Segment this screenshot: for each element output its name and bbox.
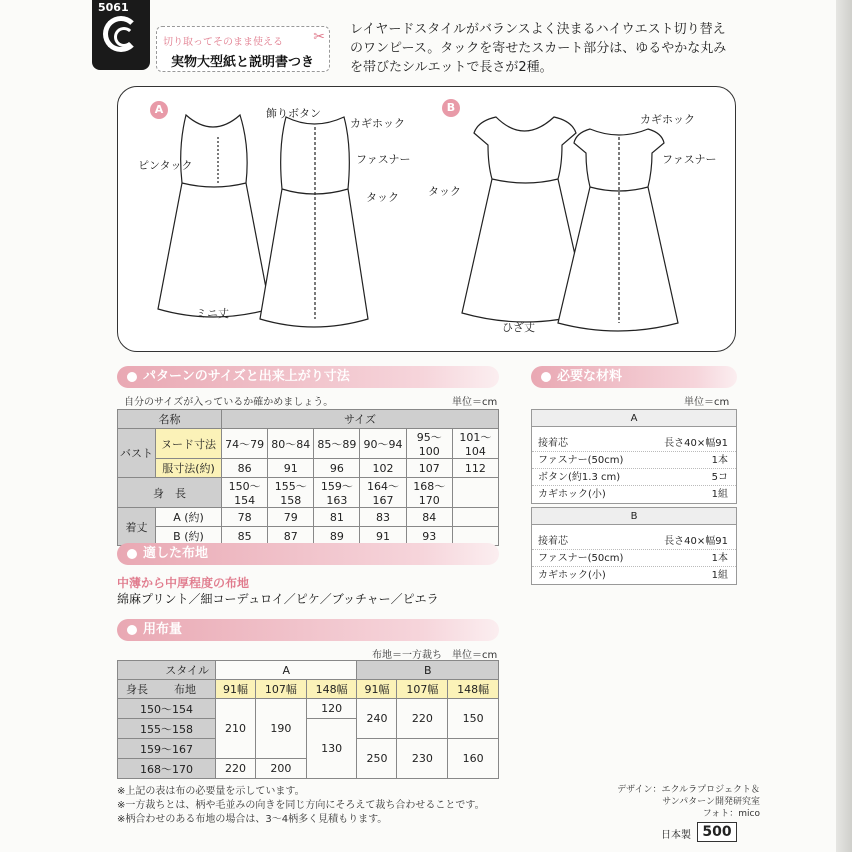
materials-title: 必要な材料: [531, 366, 737, 388]
material-item: カギホック(小) 1組: [538, 570, 728, 581]
yardage-height-label: 身長: [126, 683, 148, 696]
size-a-value: 83: [360, 508, 406, 527]
size-finished-value: 91: [268, 459, 314, 478]
yardage-width: 91幅: [357, 680, 397, 699]
cut-out-notice: [156, 26, 330, 72]
note-line: ※一方裁ちとは、柄や毛並みの向きを同じ方向にそろえて裁ち合わせることです。: [117, 800, 485, 811]
style-a-mark: A: [150, 101, 168, 119]
intro-text: レイヤードスタイルがバランスよく決まるハイウエスト切り替えのワンピース。タックを寄せたスカート部分は、ゆるやかな丸みを帯びたシルエットで長さが2種。: [350, 22, 727, 75]
cut-out-sub: 切り取ってそのまま使える: [163, 37, 283, 48]
yardage-a-header: A: [216, 661, 357, 680]
size-len-b-label: B (約): [156, 527, 222, 546]
size-length-label: 着丈: [118, 508, 156, 546]
made-in: 日本製: [661, 830, 691, 841]
size-nude-value: 90〜94: [360, 429, 406, 459]
materials-b-label: B: [532, 508, 736, 525]
yardage-height-row: 155〜158: [118, 719, 216, 739]
size-nude-value: 74〜79: [222, 429, 268, 459]
yardage-a91-top: 210: [216, 699, 256, 759]
yardage-a148-top: 120: [306, 699, 357, 719]
size-len-a-label: A (約): [156, 508, 222, 527]
yardage-width: 148幅: [306, 680, 357, 699]
dress-b-back: [558, 129, 678, 331]
size-finished-value: 96: [314, 459, 360, 478]
yardage-height-row: 168〜170: [118, 759, 216, 779]
label-knee-length: ひざ丈: [502, 321, 535, 334]
yardage-title: 用布量: [117, 619, 499, 641]
credit-line: サンパターン開発研究室: [662, 797, 760, 807]
label-a-hook: カギホック: [350, 117, 405, 130]
note-line: ※柄合わせのある布地の場合は、3〜4柄多く見積もります。: [117, 814, 388, 825]
size-height-value: 150〜154: [222, 478, 268, 508]
material-item: ファスナー(50cm) 1本: [532, 550, 736, 567]
material-item: カギホック(小) 1組: [538, 489, 728, 500]
size-a-value: 78: [222, 508, 268, 527]
yardage-a91-bottom: 220: [216, 759, 256, 779]
size-a-value: 79: [268, 508, 314, 527]
materials-a-label: A: [532, 410, 736, 427]
credit-line: フォト：mico: [702, 809, 760, 819]
yardage-width: 107幅: [397, 680, 448, 699]
size-height-value: 159〜163: [314, 478, 360, 508]
dress-a-front: [158, 115, 270, 317]
yardage-style-label: スタイル: [118, 661, 216, 680]
label-button: 飾りボタン: [266, 107, 321, 120]
garment-illustration: [117, 86, 736, 352]
yardage-width: 91幅: [216, 680, 256, 699]
yardage-b148-top: 150: [448, 699, 499, 739]
pattern-code: 5061: [98, 1, 129, 14]
yardage-width: 148幅: [448, 680, 499, 699]
materials-b-box: [531, 507, 737, 585]
cut-out-main: 実物大型紙と説明書つき: [171, 55, 315, 70]
style-b-mark: B: [442, 99, 460, 117]
size-header-name: 名称: [118, 410, 222, 429]
size-b-value: 87: [268, 527, 314, 546]
yardage-height-row: 150〜154: [118, 699, 216, 719]
size-a-value: 84: [406, 508, 452, 527]
material-item: 接着芯 長さ40×幅91: [532, 435, 736, 452]
label-b-zipper: ファスナー: [662, 153, 717, 166]
fabric-sub: 中薄から中厚程度の布地: [117, 576, 250, 590]
credits: [617, 784, 760, 820]
credit-line: デザイン：エクルラプロジェクト＆: [617, 785, 760, 795]
materials-unit: 単位＝cm: [684, 397, 730, 408]
size-height-value: 155〜158: [268, 478, 314, 508]
size-finished-label: 服寸法(約): [156, 459, 222, 478]
size-nude-value: 85〜89: [314, 429, 360, 459]
size-height-label: 身 長: [118, 478, 222, 508]
scissors-icon: ✂: [313, 29, 325, 45]
size-bust-label: バスト: [118, 429, 156, 478]
size-header-size: サイズ: [222, 410, 499, 429]
page-edge: [836, 0, 852, 852]
yardage-corner: [118, 680, 216, 699]
yardage-a107-top: 190: [255, 699, 306, 759]
yardage-width: 107幅: [255, 680, 306, 699]
brand-badge: [92, 0, 150, 70]
size-finished-value: 112: [452, 459, 498, 478]
note-line: ※上記の表は布の必要量を示しています。: [117, 786, 305, 797]
label-pintuck: ピンタック: [138, 159, 193, 172]
size-finished-value: 107: [406, 459, 452, 478]
fabric-title: 適した布地: [117, 543, 499, 565]
size-unit: 単位＝cm: [452, 397, 498, 408]
size-nude-value: 95〜100: [406, 429, 452, 459]
size-table: [117, 409, 499, 546]
size-finished-value: 102: [360, 459, 406, 478]
size-nude-label: ヌード寸法: [156, 429, 222, 459]
size-b-value: 89: [314, 527, 360, 546]
yardage-b107-bottom: 230: [397, 739, 448, 779]
size-nude-value: 80〜84: [268, 429, 314, 459]
size-section-title: パターンのサイズと出来上がり寸法: [117, 366, 499, 388]
size-note: 自分のサイズが入っているか確かめましょう。: [124, 397, 334, 408]
yardage-b148-bottom: 160: [448, 739, 499, 779]
size-height-value: 164〜167: [360, 478, 406, 508]
yardage-height-row: 159〜167: [118, 739, 216, 759]
size-a-value: 81: [314, 508, 360, 527]
yardage-unit: 布地＝一方裁ち 単位＝cm: [372, 650, 498, 661]
dress-a-back: [260, 117, 368, 327]
label-a-zipper: ファスナー: [356, 153, 411, 166]
yardage-b91-bottom: 250: [357, 739, 397, 779]
material-item: 接着芯 長さ40×幅91: [532, 533, 736, 550]
label-b-hook: カギホック: [640, 113, 695, 126]
yardage-fabric-label: 布地: [174, 683, 196, 696]
size-b-value: 91: [360, 527, 406, 546]
yardage-table: [117, 660, 499, 779]
yardage-a107-bottom: 200: [255, 759, 306, 779]
brand-logo-icon: [103, 16, 139, 52]
size-b-value: 93: [406, 527, 452, 546]
label-mini-length: ミニ丈: [196, 307, 229, 320]
size-height-value: 168〜170: [406, 478, 452, 508]
material-item: ファスナー(50cm) 1本: [532, 452, 736, 469]
material-item: ボタン(約1.3 cm) 5コ: [532, 469, 736, 486]
yardage-b107-top: 220: [397, 699, 448, 739]
yardage-a148-bottom: 130: [306, 719, 357, 779]
price-badge: 500: [697, 822, 737, 842]
size-nude-value: 101〜104: [452, 429, 498, 459]
size-b-value: 85: [222, 527, 268, 546]
yardage-b91-top: 240: [357, 699, 397, 739]
label-a-tuck: タック: [366, 191, 399, 204]
label-b-tuck: タック: [428, 185, 461, 198]
fabric-list: 綿麻プリント／細コーデュロイ／ピケ／ブッチャー／ピエラ: [117, 592, 439, 606]
materials-a-box: [531, 409, 737, 504]
yardage-b-header: B: [357, 661, 499, 680]
size-finished-value: 86: [222, 459, 268, 478]
